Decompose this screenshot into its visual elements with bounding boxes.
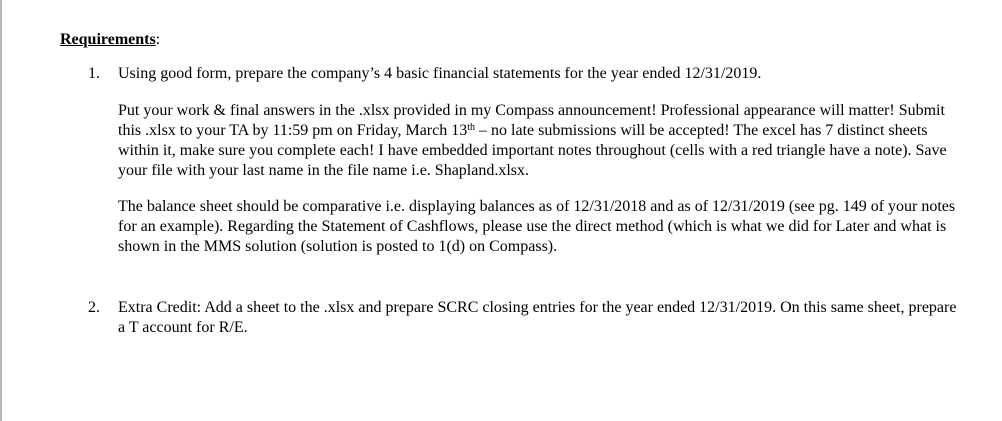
requirements-colon: : (155, 31, 161, 48)
item-1-date-superscript: th (467, 122, 476, 133)
item-2-extra-credit: Extra Credit: Add a sheet to the .xlsx and prepare SCRC closing entries for the year ended 12/31/2019. On this same sheet, prepare a T account for R/E. (118, 299, 957, 336)
item-1-intro: Using good form, prepare the company’s 4 basic financial statements for the year ended 12/31/2019. (118, 65, 762, 82)
item-1-instructions-part-a: Put your work & final answers in the .xlsx provided in my Compass announcement! Professional appearance will matter! Submit this .xlsx to your TA by 11:59 pm on Friday, March 13 (118, 102, 945, 139)
requirements-title: Requirements (60, 31, 156, 48)
item-1-instructions (118, 101, 958, 181)
item-2-number: 2. (88, 299, 100, 316)
item-1-balance-sheet-note: The balance sheet should be comparative i.e. displaying balances as of 12/31/2018 and as of 12/31/2019 (see pg. 149 of your notes for an example). Regarding the Statement of Cashflows, please use the direct method (which is what we did for Later and what is shown in the MMS solution (solution is posted to 1(d) on Compass). (118, 198, 956, 255)
requirements-heading (60, 30, 160, 50)
item-1-instructions-part-b: – no late submissions will be accepted! The excel has 7 distinct sheets within it, make sure you complete each! I have embedded important notes throughout (cells with a red triangle have a note). Save your file with your last name in the file name i.e. Shapland.xlsx. (118, 122, 947, 179)
item-1-number: 1. (88, 65, 100, 82)
